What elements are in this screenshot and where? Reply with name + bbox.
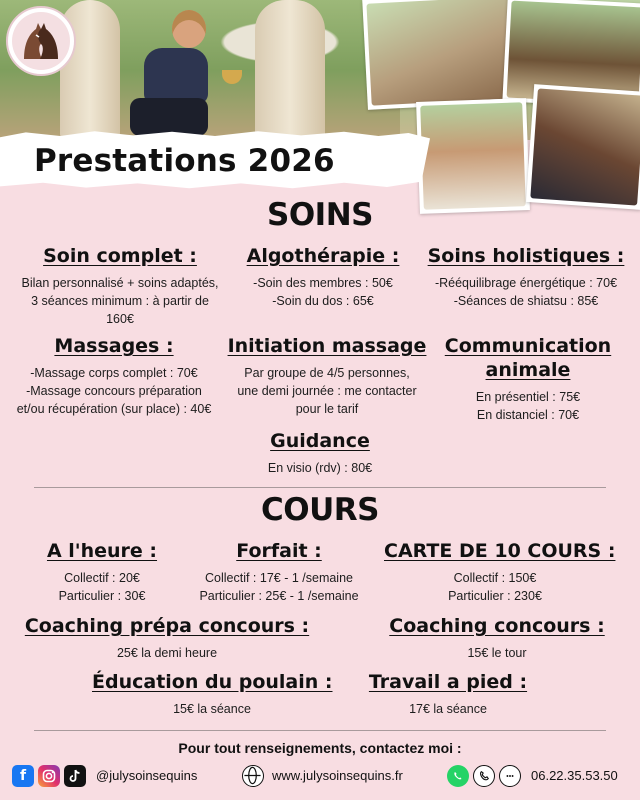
forfait-title: Forfait : (236, 540, 322, 562)
phone-number[interactable]: 06.22.35.53.50 (531, 768, 618, 783)
photo-massage (526, 84, 640, 210)
guidance-text: En visio (rdv) : 80€ (267, 461, 373, 475)
a-lheure-title: A l'heure : (46, 540, 158, 562)
horse-leg-shape (255, 0, 325, 140)
communication-animale-title-2: animale (485, 359, 571, 381)
coaching-prepa-block (22, 614, 312, 662)
initiation-massage-block (212, 334, 442, 418)
soin-complet-text: Bilan personnalisé + soins adaptés, 3 séances minimum : à partir de 160€ (21, 276, 219, 326)
forfait-block (182, 539, 376, 605)
coaching-concours-block (384, 614, 610, 662)
page-title: Prestations 2026 (34, 143, 335, 179)
carte-10-cours-text: Collectif : 150€ Particulier : 230€ (448, 571, 542, 603)
photo-grooming (362, 0, 518, 110)
a-lheure-block (0, 539, 204, 605)
therapist-figure (120, 8, 230, 138)
globe-icon (242, 765, 264, 787)
coaching-prepa-text: 25€ la demi heure (116, 646, 218, 660)
travail-a-pied-block (360, 670, 536, 718)
education-poulain-block (92, 670, 332, 718)
facebook-icon[interactable]: f (12, 765, 34, 787)
footer-contacts (0, 763, 640, 791)
soin-complet-title: Soin complet : (43, 245, 197, 267)
soin-complet-block (0, 244, 240, 328)
massages-block (0, 334, 228, 418)
guidance-block (212, 429, 428, 477)
algotherapie-text: -Soin des membres : 50€ -Soin du dos : 65€ (253, 276, 393, 308)
cours-heading: COURS (261, 492, 379, 528)
instagram-icon[interactable] (38, 765, 60, 787)
phone-icon[interactable] (473, 765, 495, 787)
initiation-massage-text: Par groupe de 4/5 personnes, une demi journée : me contacter pour le tarif (237, 366, 417, 416)
carte-10-cours-title: CARTE DE 10 COURS : (384, 540, 616, 562)
soins-holistiques-title: Soins holistiques : (427, 245, 625, 267)
communication-animale-block (426, 334, 630, 424)
initiation-massage-title: Initiation massage (227, 335, 427, 357)
travail-a-pied-title: Travail a pied : (368, 671, 528, 693)
soins-heading: SOINS (267, 197, 373, 233)
sms-icon[interactable] (499, 765, 521, 787)
a-lheure-text: Collectif : 20€ Particulier : 30€ (58, 571, 146, 603)
massages-title: Massages : (54, 335, 174, 357)
contact-line: Pour tout renseignements, contactez moi : (178, 740, 462, 756)
footer-divider (34, 730, 606, 731)
soins-holistiques-text: -Rééquilibrage énergétique : 70€ -Séances de shiatsu : 85€ (434, 276, 618, 308)
coaching-concours-title: Coaching concours : (389, 615, 605, 637)
coaching-concours-text: 15€ le tour (467, 646, 527, 660)
whatsapp-icon[interactable] (447, 765, 469, 787)
communication-animale-title: Communication (444, 335, 612, 357)
algotherapie-title: Algothérapie : (246, 245, 400, 267)
coaching-prepa-title: Coaching prépa concours : (24, 615, 310, 637)
forfait-text: Collectif : 17€ - 1 /semaine Particulier : 25€ - 1 /semaine (199, 571, 359, 603)
communication-animale-text: En présentiel : 75€ En distanciel : 70€ (475, 390, 581, 422)
horse-heads-icon (18, 21, 64, 61)
horses-logo-icon (6, 6, 76, 76)
carte-10-cours-block (384, 539, 616, 605)
bowl-shape (222, 70, 242, 84)
education-poulain-title: Éducation du poulain : (92, 671, 333, 693)
tiktok-icon[interactable] (64, 765, 86, 787)
massages-text: -Massage corps complet : 70€ -Massage concours préparation et/ou récupération (sur place) : 40€ (16, 366, 212, 416)
website-link[interactable]: www.julysoinsequins.fr (272, 768, 403, 783)
algotherapie-block (218, 244, 428, 310)
guidance-title: Guidance (270, 430, 370, 452)
soins-holistiques-block (414, 244, 638, 310)
travail-a-pied-text: 17€ la séance (409, 702, 487, 716)
social-handle[interactable]: @julysoinsequins (96, 768, 198, 783)
education-poulain-text: 15€ la séance (173, 702, 251, 716)
section-divider (34, 487, 606, 488)
